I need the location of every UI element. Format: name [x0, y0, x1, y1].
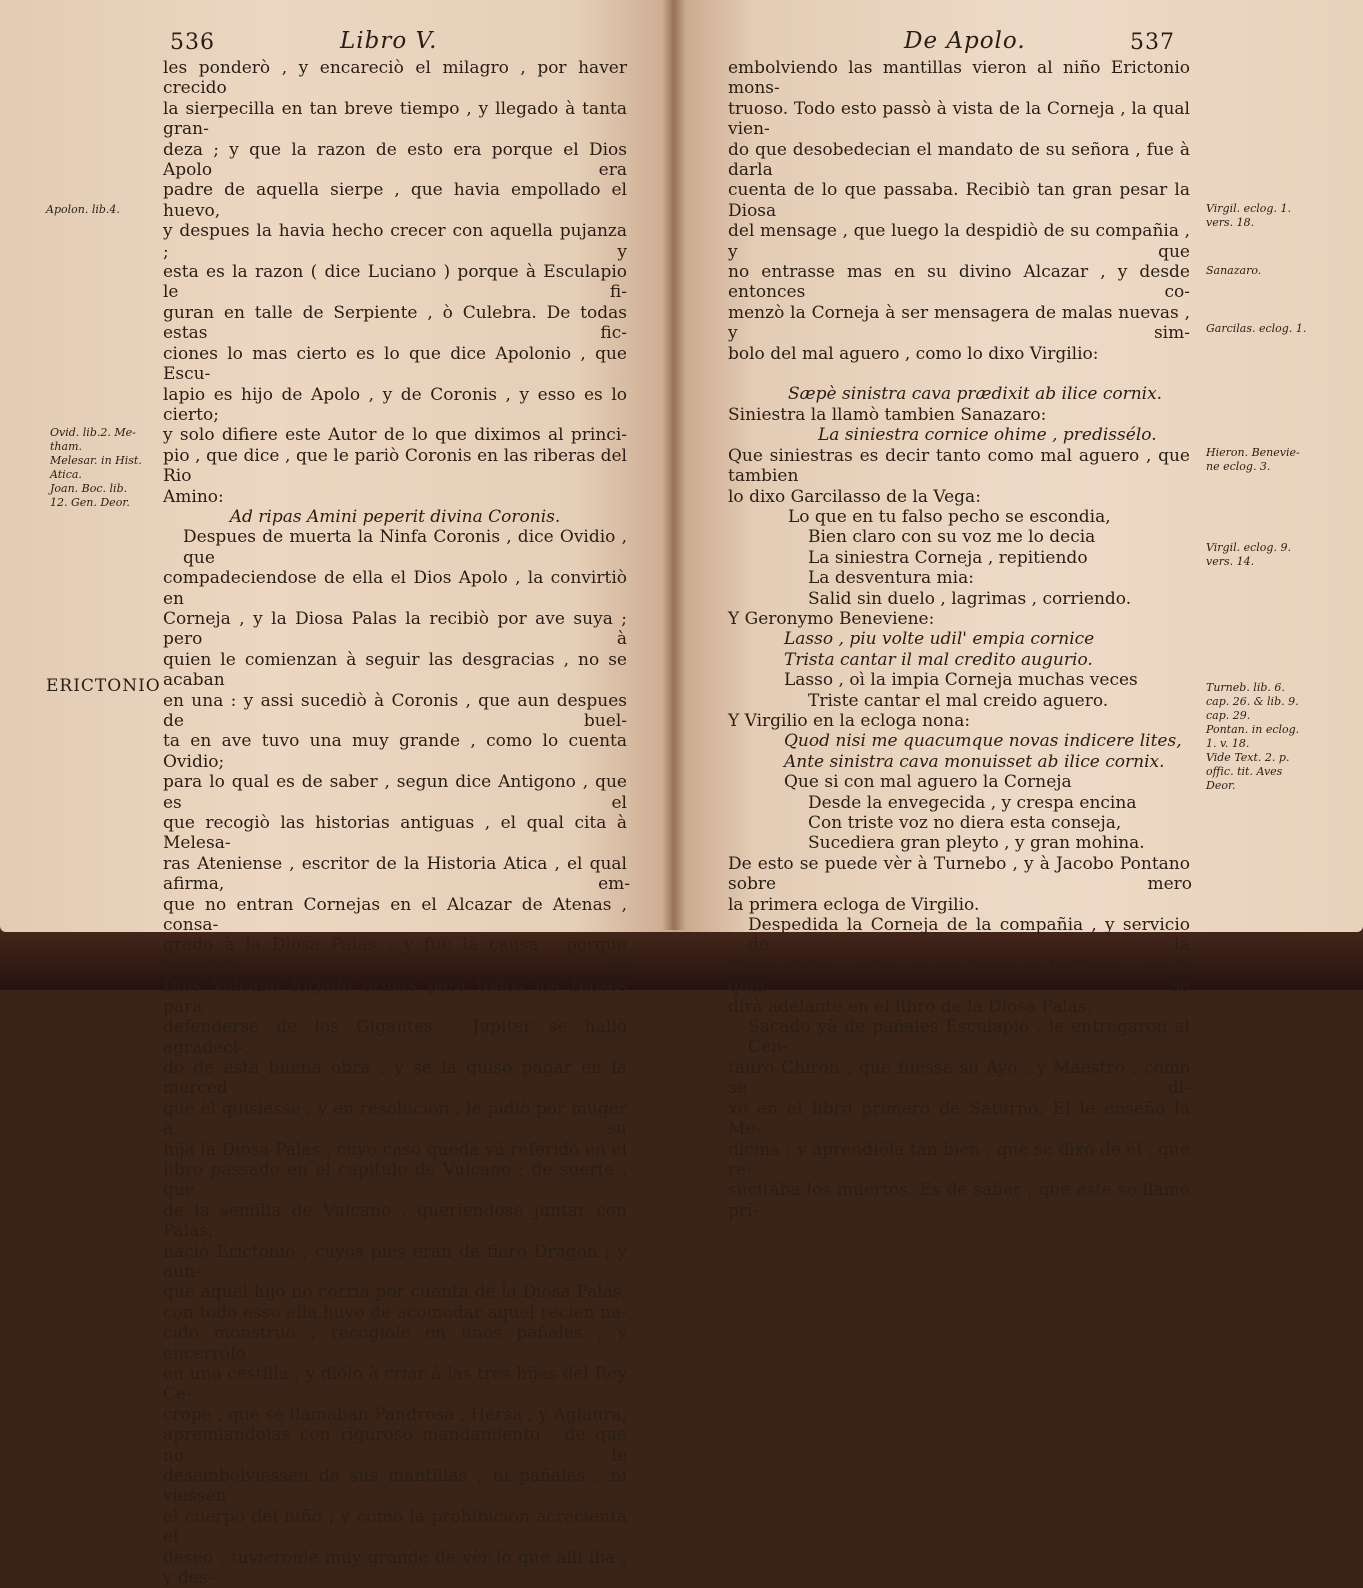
text-line: Sacado yà de pañales Esculapio , le entregaron al Cen-	[748, 1017, 1190, 1058]
text-line: cido monstruo , recogiòle en unos pañales , y encerròlo	[163, 1323, 627, 1364]
text-line: con todo esso ella huvo de acomodar aquel recien na-	[163, 1302, 627, 1323]
note-line: offic. tit. Aves	[1206, 765, 1283, 778]
note-line: Hieron. Benevie-	[1206, 446, 1300, 459]
text-line: la primera ecloga de Virgilio.	[728, 894, 980, 915]
text-line: do de esta buena obra , y se la quiso pagar en la merced	[163, 1057, 627, 1099]
right-page	[672, 0, 1363, 1221]
text-line: Y Virgilio en la ecloga nona:	[728, 710, 971, 731]
text-line	[728, 364, 1190, 384]
note-hieron	[1206, 446, 1300, 474]
text-line: en una cestilla , y diòlo à criar à las tres hijas del Rey Ce-	[163, 1364, 627, 1405]
book-gutter	[662, 0, 686, 930]
text-line: hija la Diosa Palas , cuyo caso queda yà referido en el	[163, 1139, 627, 1160]
text-line: ta en ave tuvo una muy grande , como lo cuenta Ovidio;	[163, 731, 627, 772]
text-line: La siniestra Corneja , repitiendo	[808, 547, 1088, 568]
text-line: tauro Chiron , que fuesse su Ayo , y Maestro , como se di-	[728, 1057, 1190, 1099]
text-line: Desde la envegecida , y crespa encina	[808, 792, 1137, 813]
note-line: 12. Gen. Deor.	[50, 496, 130, 509]
text-line: ciones lo mas cierto es lo que dice Apolonio , que Escu-	[163, 343, 627, 385]
text-line: Quod nisi me quacumque novas indicere lites,	[784, 731, 1182, 752]
note-line: vers. 14.	[1206, 555, 1255, 568]
left-running-title: Libro V.	[340, 28, 438, 54]
text-line: y solo difiere este Autor de lo que diximos al princi-	[163, 425, 627, 446]
text-line: el cuerpo del niño ; y como la prohibicion acrecienta el	[163, 1506, 627, 1548]
text-line: defenderse de los Gigantes , Jupiter se hallò agradeci-	[163, 1017, 627, 1058]
text-line: pio , que dice , que le pariò Coronis en las riberas del Rio	[163, 445, 627, 487]
note-apolonio: Apolon. lib.4.	[46, 203, 120, 216]
text-line: La desventura mia:	[808, 568, 974, 589]
text-line: Que siniestras es decir tanto como mal aguero , que tambien	[728, 445, 1190, 487]
note-line: cap. 26. & lib. 9.	[1206, 695, 1299, 708]
text-line: Lo que en tu falso pecho se escondia,	[788, 506, 1111, 527]
text-line: dirà adelante en el libro de la Diosa Palas.	[728, 996, 1093, 1017]
text-line: no entrasse mas en su divino Alcazar , y desde entonces co-	[728, 262, 1190, 303]
text-line: Triste cantar el mal creido aguero.	[808, 690, 1109, 711]
text-line: bolo del mal aguero , como lo dixo Virgilio:	[728, 343, 1099, 364]
note-line: cap. 29.	[1206, 709, 1251, 722]
left-page-number: 536	[170, 30, 215, 55]
text-line: Sæpè sinistra cava prædixit ab ilice cornix.	[788, 384, 1163, 405]
note-line: Joan. Boc. lib.	[50, 482, 128, 495]
text-line: Diosa Palas , entrò en su lugar la Lechuza , de la qual se	[728, 955, 1190, 997]
text-line: de la semilla de Vulcano , queriendose juntar con Palas,	[163, 1200, 627, 1242]
left-page	[0, 0, 676, 1588]
text-line: Salid sin duelo , lagrimas , corriendo.	[808, 588, 1132, 609]
text-line: grado à la Diosa Palas ; y fue la causa , porque haviendo el	[163, 935, 627, 976]
text-line: Y Geronymo Beneviene:	[728, 608, 935, 629]
text-line: que no entran Cornejas en el Alcazar de Atenas , consa-	[163, 894, 627, 936]
note-line: tham.	[50, 440, 82, 453]
right-page-number: 537	[1130, 30, 1175, 55]
text-line: Ante sinistra cava monuisset ab ilice cornix.	[784, 751, 1165, 772]
text-line: cuenta de lo que passaba. Recibiò tan gran pesar la Diosa	[728, 180, 1190, 221]
text-line: Bien claro con su voz me lo decia	[808, 527, 1096, 548]
text-line: La siniestra cornice ohime , predissélo.	[818, 425, 1157, 446]
text-line: padre de aquella sierpe , que havia empollado el huevo,	[163, 180, 627, 221]
text-line: dicina ; y aprendiòla tan bien , que se dixo de èl , que re-	[728, 1139, 1190, 1180]
note-line: Atica.	[50, 468, 82, 481]
note-line: Pontan. in eclog.	[1206, 723, 1300, 736]
text-line: do que desobedecian el mandato de su señora , fue à darla	[728, 139, 1190, 181]
text-line: en una : y assi sucediò à Coronis , que aun despues de buel-	[163, 690, 627, 731]
left-body-text	[163, 58, 627, 1588]
text-line: guran en talle de Serpiente , ò Culebra. De todas estas fic-	[163, 302, 627, 344]
text-line: les ponderò , y encareciò el milagro , por haver crecido	[163, 58, 627, 99]
text-line: De esto se puede vèr à Turnebo , y à Jacobo Pontano sobre	[728, 853, 1190, 895]
text-line: Con triste voz no diera esta conseja,	[808, 813, 1122, 834]
text-line: Corneja , y la Diosa Palas la recibiò por ave suya ; pero à	[163, 608, 627, 650]
text-line: Sucediera gran pleyto , y gran mohina.	[808, 833, 1145, 854]
text-line: y despues la havia hecho crecer con aquella pujanza ; y	[163, 221, 627, 262]
text-line: desembolviessen de sus mantillas , ni pañales , ni viessen	[163, 1466, 627, 1507]
text-line: Despedida la Corneja de la compañia , y servicio de la	[748, 915, 1190, 956]
right-body-text	[728, 58, 1190, 1221]
text-line: Lasso , piu volte udil' empia cornice	[784, 629, 1095, 650]
text-line: Trista cantar il mal credito augurio.	[784, 649, 1093, 670]
text-line: que èl quisiesse ; y en resolucion , le pidiò por muger à su	[163, 1098, 627, 1140]
text-line: quien le comienzan à seguir las desgracias , no se acaban	[163, 649, 627, 691]
note-turnebo	[1206, 681, 1299, 793]
text-line: Que si con mal aguero la Corneja	[784, 772, 1072, 793]
text-line: lapio es hijo de Apolo , y de Coronis , y esso es lo cierto;	[163, 384, 627, 425]
text-line: deseo , tuvieronle muy grande de vèr lo que alli iba , y des-	[163, 1547, 627, 1588]
right-catchword: mero	[1147, 874, 1192, 894]
text-line: Amino:	[163, 486, 224, 507]
text-line: embolviendo las mantillas vieron al niño Erictonio mons-	[728, 58, 1190, 99]
note-ovidio	[50, 426, 142, 510]
note-line: Turneb. lib. 6.	[1206, 681, 1285, 694]
text-line: sucitaba los muertos. Es de saber , que este se llamò pri-	[728, 1180, 1190, 1221]
text-line: truoso. Todo esto passò à vista de la Corneja , la qual vien-	[728, 98, 1190, 140]
text-line: naciò Erictonio , cuyos pies eran de fiero Dragon ; y aun-	[163, 1241, 627, 1282]
text-line: libro passado en el capitulo de Vulcano ; de suerte , que	[163, 1159, 627, 1201]
note-line: Ovid. lib.2. Me-	[50, 426, 136, 439]
note-virgil-1	[1206, 202, 1291, 230]
note-line: Vide Text. 2. p.	[1206, 751, 1290, 764]
text-line: crope , que se llamaban Pandrosa , Hersa , y Aglaura,	[163, 1404, 627, 1425]
note-line: ne eclog. 3.	[1206, 460, 1271, 473]
note-garcilaso: Garcilas. eclog. 1.	[1206, 322, 1307, 335]
text-line: para lo qual es de saber , segun dice Antigono , que es el	[163, 772, 627, 813]
note-line: Melesar. in Hist.	[50, 454, 142, 467]
text-line: deza ; y que la razon de esto era porque el Dios Apolo era	[163, 139, 627, 181]
text-line: esta es la razon ( dice Luciano ) porque à Esculapio le fi-	[163, 262, 627, 303]
text-line: la sierpecilla en tan breve tiempo , y llegado à tanta gran-	[163, 98, 627, 140]
side-heading-erictonio: ERICTONIO	[46, 676, 161, 696]
left-catchword: em-	[598, 874, 630, 894]
text-line: compadeciendose de ella el Dios Apolo , la convirtiò en	[163, 568, 627, 609]
note-sanazaro: Sanazaro.	[1206, 264, 1262, 277]
note-line: Deor.	[1206, 779, 1236, 792]
note-line: Virgil. eclog. 1.	[1206, 202, 1291, 215]
note-line: Virgil. eclog. 9.	[1206, 541, 1291, 554]
text-line: Dios Vulcano forjado armas para todos los Dioses para	[163, 976, 627, 1017]
text-line: Ad ripas Amini peperit divina Coronis.	[229, 506, 561, 527]
text-line: lo dixo Garcilasso de la Vega:	[728, 486, 981, 507]
text-line: ras Ateniense , escritor de la Historia Atica , el qual afirma,	[163, 853, 627, 895]
note-line: 1. v. 18.	[1206, 737, 1250, 750]
note-line: vers. 18.	[1206, 216, 1255, 229]
text-line: Lasso , oì la impia Corneja muchas veces	[784, 670, 1138, 691]
text-line: Siniestra la llamò tambien Sanazaro:	[728, 404, 1047, 425]
right-running-title: De Apolo.	[904, 28, 1026, 54]
text-line: que recogiò las historias antiguas , el qual cita à Melesa-	[163, 813, 627, 854]
text-line: xo en el libro primero de Saturno. El le enseñò la Me-	[728, 1098, 1190, 1140]
text-line: apremiandolas con riguroso mandamiento , de que no le	[163, 1425, 627, 1466]
note-virgil-9	[1206, 541, 1291, 569]
text-line: del mensage , que luego la despidiò de su compañia , y que	[728, 221, 1190, 262]
text-line: que aquel hijo no corria por cuenta de la Diosa Palas,	[163, 1282, 627, 1303]
text-line: Despues de muerta la Ninfa Coronis , dice Ovidio , que	[183, 527, 627, 568]
text-line: menzò la Corneja à ser mensagera de malas nuevas , y sim-	[728, 302, 1190, 344]
